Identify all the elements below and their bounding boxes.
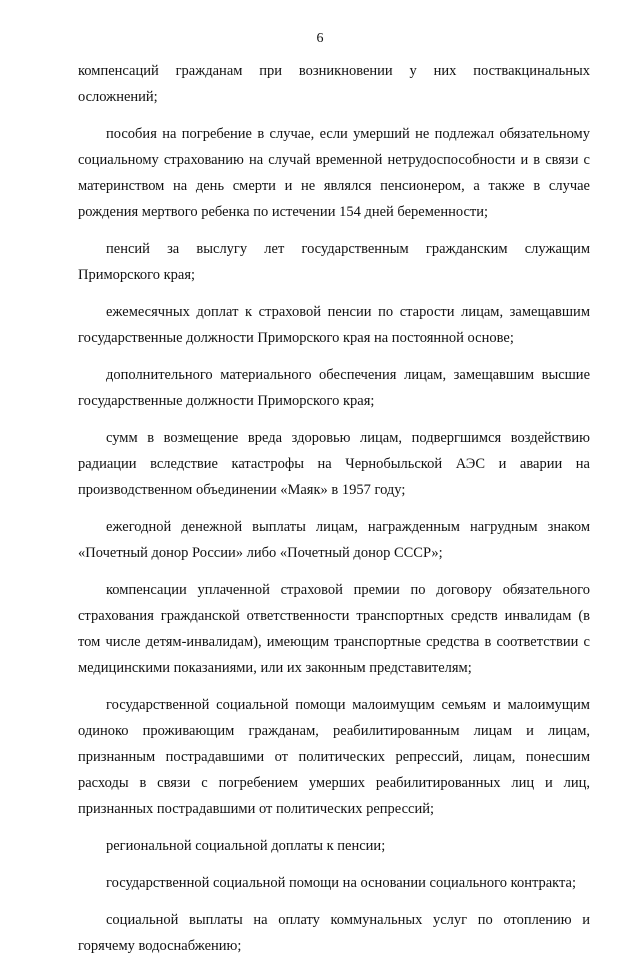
paragraph: компенсации уплаченной страховой премии по договору обязательного страхования гражданской ответственности транспортных средств инвалидам (в том числе детям-инвалидам), имеющим транспортные средства в соответствии с медицинскими показаниями, или их законным представителям; xyxy=(78,582,590,676)
paragraph: сумм в возмещение вреда здоровью лицам, подвергшимся воздействию радиации вследствие катастрофы на Чернобыльской АЭС и аварии на производственном объединении «Маяк» в 1957 году; xyxy=(78,430,590,498)
paragraph: компенсаций гражданам при возникновении у них поствакцинальных осложнений; xyxy=(78,63,590,105)
paragraph: региональной социальной доплаты к пенсии; xyxy=(106,838,386,854)
paragraph: ежемесячных доплат к страховой пенсии по старости лицам, замещавшим государственные должности Приморского края на постоянной основе; xyxy=(78,304,590,346)
paragraph: ежегодной денежной выплаты лицам, награжденным нагрудным знаком «Почетный донор России» либо «Почетный донор СССР»; xyxy=(78,519,590,561)
paragraph: дополнительного материального обеспечения лицам, замещавшим высшие государственные должности Приморского края; xyxy=(78,367,590,409)
paragraph: государственной социальной помощи малоимущим семьям и малоимущим одиноко проживающим гражданам, реабилитированным лицам и лицам, признанным пострадавшими от политических репрессий, лицам, понесшим расходы в связи с погребением умерших реабилитированных лиц и лиц, признанных пострадавшими от политических репрессий; xyxy=(78,697,590,817)
paragraph: пособия на погребение в случае, если умерший не подлежал обязательному социальному страхованию на случай временной нетрудоспособности и в связи с материнством на день смерти и не являлся пенсионером, а также в случае рождения мертвого ребенка по истечении 154 дней беременности; xyxy=(78,126,590,220)
paragraph: социальной выплаты на оплату коммунальных услуг по отоплению и горячему водоснабжению; xyxy=(78,912,590,954)
page-number: 6 xyxy=(316,31,324,46)
paragraph: государственной социальной помощи на основании социального контракта; xyxy=(106,875,576,891)
paragraph: пенсий за выслугу лет государственным гражданским служащим Приморского края; xyxy=(78,241,590,283)
document-body xyxy=(78,58,590,970)
